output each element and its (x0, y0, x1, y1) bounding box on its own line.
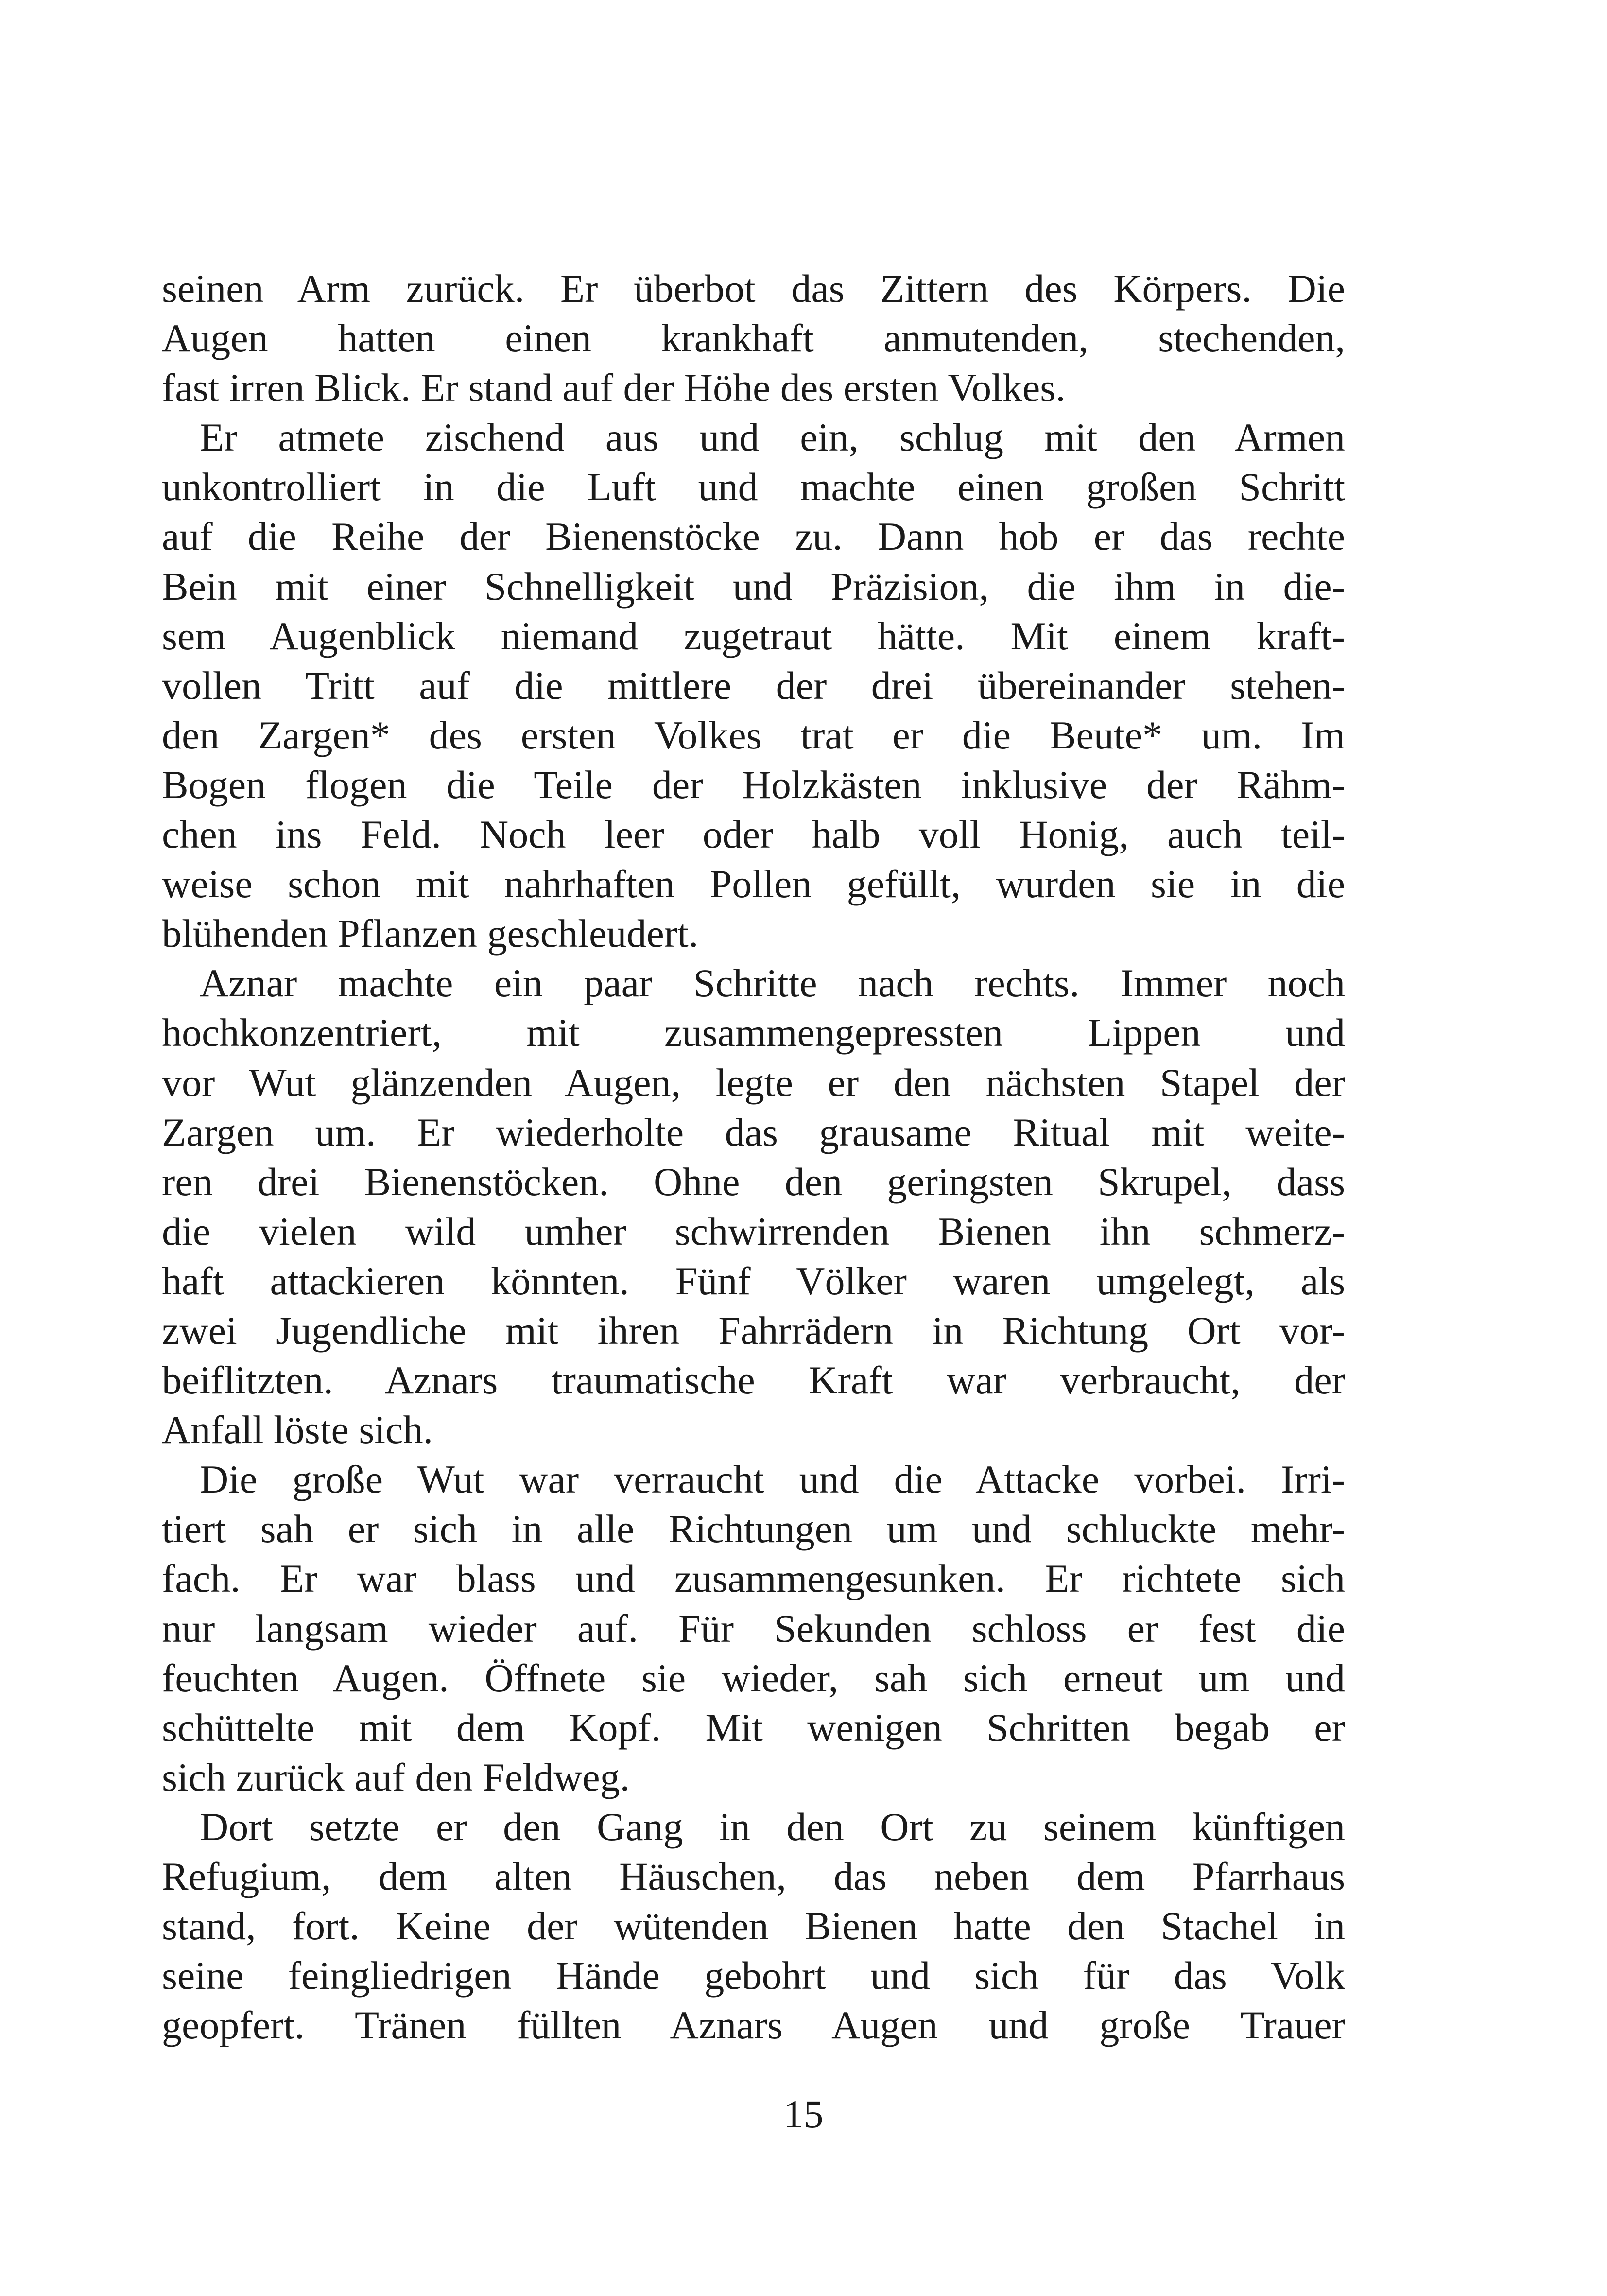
paragraph (162, 413, 1345, 958)
text-line: unkontrolliert in die Luft und machte einen großen Schritt (162, 465, 1345, 509)
text-line: vollen Tritt auf die mittlere der drei übereinander stehen- (162, 663, 1345, 708)
text-line: ren drei Bienenstöcken. Ohne den geringsten Skrupel, dass (162, 1159, 1345, 1204)
text-line: Bogen flogen die Teile der Holzkästen inklusive der Rähm- (162, 762, 1345, 807)
page-number: 15 (783, 2092, 824, 2136)
text-line: Er atmete zischend aus und ein, schlug mit den Armen (200, 415, 1345, 460)
text-line: seine feingliedrigen Hände gebohrt und sich für das Volk (162, 1953, 1345, 1998)
text-line: weise schon mit nahrhaften Pollen gefüllt, wurden sie in die (162, 862, 1345, 906)
text-line: haft attackieren könnten. Fünf Völker waren umgelegt, als (162, 1258, 1345, 1303)
paragraph (162, 1802, 1345, 2050)
body-text (162, 264, 1345, 2050)
text-line: Die große Wut war verraucht und die Attacke vorbei. Irri- (200, 1457, 1345, 1502)
text-line: seinen Arm zurück. Er überbot das Zittern des Körpers. Die (162, 266, 1345, 311)
text-line: chen ins Feld. Noch leer oder halb voll Honig, auch teil- (162, 812, 1345, 857)
paragraph (162, 264, 1345, 413)
text-line: blühenden Pflanzen geschleudert. (162, 911, 699, 956)
text-line: hochkonzentriert, mit zusammengepressten Lippen und (162, 1010, 1345, 1055)
text-line: zwei Jugendliche mit ihren Fahrrädern in Richtung Ort vor- (162, 1308, 1345, 1353)
paragraph (162, 1455, 1345, 1802)
text-line: auf die Reihe der Bienenstöcke zu. Dann hob er das rechte (162, 514, 1345, 559)
text-line: geopfert. Tränen füllten Aznars Augen und große Trauer (162, 2003, 1345, 2048)
text-line: sem Augenblick niemand zugetraut hätte. Mit einem kraft- (162, 613, 1345, 658)
text-line: Aznar machte ein paar Schritte nach rechts. Immer noch (200, 961, 1345, 1006)
text-line: sich zurück auf den Feldweg. (162, 1755, 630, 1799)
text-line: Refugium, dem alten Häuschen, das neben dem Pfarrhaus (162, 1854, 1345, 1898)
text-line: Zargen um. Er wiederholte das grausame Ritual mit weite- (162, 1110, 1345, 1154)
text-line: vor Wut glänzenden Augen, legte er den nächsten Stapel der (162, 1060, 1345, 1105)
text-line: stand, fort. Keine der wütenden Bienen hatte den Stachel in (162, 1904, 1345, 1948)
text-line: den Zargen* des ersten Volkes trat er die Beute* um. Im (162, 713, 1345, 757)
text-line: tiert sah er sich in alle Richtungen um und schluckte mehr- (162, 1507, 1345, 1551)
text-line: fast irren Blick. Er stand auf der Höhe des ersten Volkes. (162, 365, 1066, 410)
text-line: Anfall löste sich. (162, 1408, 433, 1452)
paragraph (162, 958, 1345, 1455)
text-line: beiflitzten. Aznars traumatische Kraft war verbraucht, der (162, 1358, 1345, 1403)
text-line: die vielen wild umher schwirrenden Bienen ihn schmerz- (162, 1209, 1345, 1253)
text-line: fach. Er war blass und zusammengesunken. Er richtete sich (162, 1556, 1345, 1601)
text-line: Dort setzte er den Gang in den Ort zu seinem künftigen (200, 1804, 1345, 1849)
text-line: feuchten Augen. Öffnete sie wieder, sah sich erneut um und (162, 1655, 1345, 1700)
text-line: Bein mit einer Schnelligkeit und Präzision, die ihm in die- (162, 564, 1345, 609)
text-line: nur langsam wieder auf. Für Sekunden schloss er fest die (162, 1606, 1345, 1651)
text-line: Augen hatten einen krankhaft anmutenden, stechenden, (162, 316, 1345, 361)
text-line: schüttelte mit dem Kopf. Mit wenigen Schritten begab er (162, 1705, 1345, 1750)
